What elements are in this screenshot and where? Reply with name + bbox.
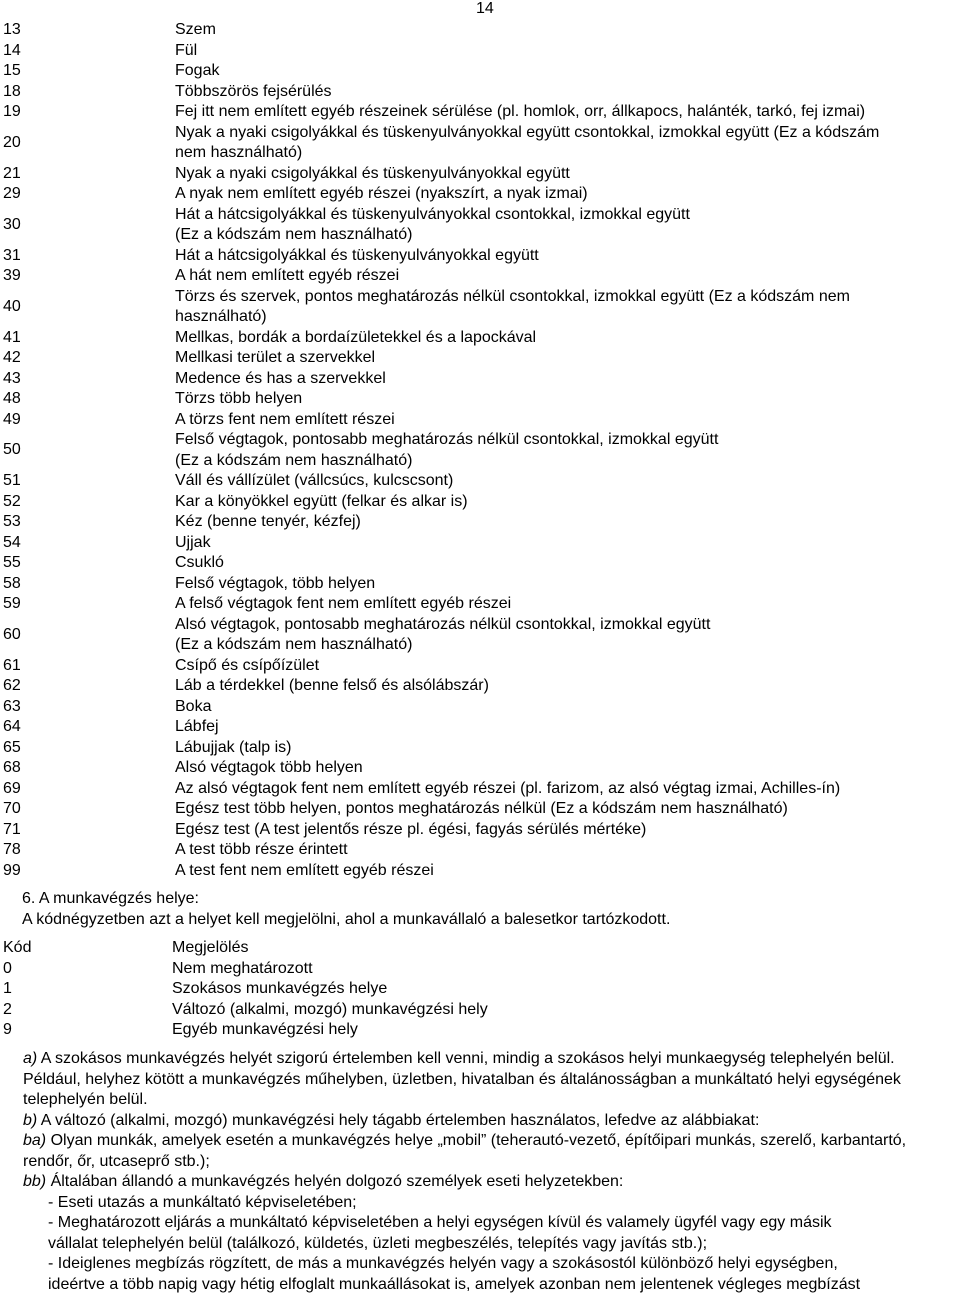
row-code: 0 [3,959,12,977]
table-row [0,184,960,205]
row-code: 39 [3,267,21,284]
section-intro: A kódnégyzetben azt a helyet kell megjelölni, ahol a munkavállaló a balesetkor tartózkodott. [22,910,671,928]
row-description: Lábujjak (talp is) [175,738,292,756]
table-row [0,861,960,882]
table-row [0,676,960,697]
row-code: 99 [3,861,21,879]
row-description: Lábfej [175,718,219,735]
row-description: Ujjak [175,533,211,551]
table-row [0,82,960,103]
note-b: b) A változó (alkalmi, mozgó) munkavégzési hely tágabb értelemben használatos, lefedve az alábbiakat: [23,1111,760,1129]
row-description: Alsó végtagok, pontosabb meghatározás nélkül csontokkal, izmokkal együtt (Ez a kódszám nem használható) [175,615,711,653]
row-description: Boka [175,697,212,715]
row-description: A felső végtagok fent nem említett egyéb részei [175,595,512,612]
table-row [0,1000,960,1021]
row-code: 58 [3,574,21,592]
row-code: 52 [3,492,21,510]
note-dash-2: - Meghatározott eljárás a munkáltató képviseletében a helyi egységen kívül és valamely ügyfél vagy egy másik [48,1214,832,1231]
workplace-rows [0,959,960,1041]
row-code: 14 [3,41,21,59]
table-row [0,205,960,246]
row-code: 41 [3,328,21,346]
table-row [0,779,960,800]
table-row [0,389,960,410]
table-row [0,959,960,980]
row-code: 29 [3,185,21,202]
table-row [0,533,960,554]
row-description: A test több része érintett [175,841,348,858]
row-code: 78 [3,841,21,858]
note-dash-2-cont: vállalat telephelyén belül (találkozó, küldetés, üzleti megbeszélés, telepítés vagy javítás stb.); [48,1234,708,1252]
table-row [0,615,960,656]
row-description: Medence és has a szervekkel [175,369,386,387]
row-code: 42 [3,349,21,366]
table-row [0,697,960,718]
row-description: Az alsó végtagok fent nem említett egyéb részei (pl. farizom, az alsó végtag izmai, Achilles-ín) [175,779,841,797]
table-row [0,820,960,841]
row-code: 30 [3,215,21,233]
row-code: 43 [3,369,21,387]
table-row [0,20,960,41]
row-code: 70 [3,800,21,817]
table-row [0,369,960,390]
row-code: 53 [3,513,21,530]
row-code: 54 [3,533,21,551]
table-row [0,61,960,82]
row-description: Fogak [175,62,220,79]
row-description: Láb a térdekkel (benne felső és alsólábszár) [175,677,489,694]
note-dash-1: - Eseti utazás a munkáltató képviseletében; [48,1193,357,1211]
row-description: A nyak nem említett egyéb részei (nyakszírt, a nyak izmai) [175,185,588,202]
page-number: 14 [476,0,494,17]
header-description: Megjelölés [172,939,249,956]
row-description: Mellkasi terület a szervekkel [175,349,376,366]
row-description: Egyéb munkavégzési hely [172,1021,358,1038]
row-code: 60 [3,625,21,643]
note-bb: bb) Általában állandó a munkavégzés helyén dolgozó személyek eseti helyzetekben: [23,1173,624,1190]
row-code: 48 [3,390,21,407]
table-row [0,41,960,62]
header-code: Kód [3,939,32,956]
table-row [0,656,960,677]
row-description: Törzs és szervek, pontos meghatározás nélkül csontokkal, izmokkal együtt (Ez a kódszám nem használható) [175,287,850,325]
row-description: Váll és vállízület (vállcsúcs, kulcscsont) [175,472,454,489]
row-description: Csípő és csípőízület [175,656,320,674]
row-description: Felső végtagok, több helyen [175,574,376,592]
row-description: Hát a hátcsigolyákkal és tüskenyulványokkal együtt [175,246,539,264]
table-row [0,123,960,164]
table-row [0,471,960,492]
row-description: A törzs fent nem említett részei [175,410,395,428]
table-row [0,328,960,349]
row-description: Nem meghatározott [172,959,313,977]
table-row [0,246,960,267]
row-code: 69 [3,779,21,797]
row-description: Fej itt nem említett egyéb részeinek sérülése (pl. homlok, orr, állkapocs, halánték, tarkó, fej izmai) [175,103,866,120]
row-description: Változó (alkalmi, mozgó) munkavégzési hely [172,1000,488,1018]
row-description: Csukló [175,554,224,571]
table-row [0,102,960,123]
table-row [0,553,960,574]
row-description: Kéz (benne tenyér, kézfej) [175,513,361,530]
row-description: Nyak a nyaki csigolyákkal és tüskenyulványokkal együtt csontokkal, izmokkal együtt (Ez a kódszám nem használható) [175,123,880,161]
table-row [0,348,960,369]
row-code: 68 [3,759,21,776]
row-code: 49 [3,410,21,428]
row-code: 51 [3,472,21,489]
workplace-table-header [0,938,960,959]
row-code: 9 [3,1021,12,1038]
workplace-code-table [0,938,960,1041]
row-description: Szokásos munkavégzés helye [172,980,388,997]
section-workplace [22,889,670,930]
table-row [0,594,960,615]
row-description: Kar a könyökkel együtt (felkar és alkar is) [175,492,468,510]
row-description: A hát nem említett egyéb részei [175,267,400,284]
row-code: 20 [3,133,21,151]
row-code: 59 [3,595,21,612]
table-row [0,738,960,759]
note-ba: ba) Olyan munkák, amelyek esetén a munkavégzés helye „mobil” (teherautó-vezető, építőipari munkás, szerelő, karbantartó, rendőr, őr, utcaseprő stb.); [23,1132,907,1170]
row-description: Többszörös fejsérülés [175,82,332,100]
row-description: Nyak a nyaki csigolyákkal és tüskenyulványokkal együtt [175,164,570,182]
row-description: Felső végtagok, pontosabb meghatározás nélkül csontokkal, izmokkal együtt (Ez a kódszám nem használható) [175,431,719,469]
table-row [0,758,960,779]
row-code: 63 [3,697,21,715]
row-code: 31 [3,246,21,264]
row-description: Törzs több helyen [175,390,303,407]
table-row [0,512,960,533]
table-row [0,574,960,595]
row-code: 15 [3,62,21,79]
table-row [0,164,960,185]
row-code: 61 [3,656,21,674]
row-description: A test fent nem említett egyéb részei [175,861,434,879]
row-code: 55 [3,554,21,571]
note-a: a) A szokásos munkavégzés helyét szigorú értelemben kell venni, mindig a szokásos helyi munkaegység telephelyén belül. Például, helyhez kötött a munkavégzés műhelyben, üzletben, hivatalban és általánosságban a munkáltató helyi egységének telephelyén belül. [23,1050,901,1108]
row-code: 19 [3,103,21,120]
row-code: 65 [3,738,21,756]
row-code: 50 [3,441,21,459]
row-description: Mellkas, bordák a bordaízületekkel és a lapockával [175,328,537,346]
note-dash-3: - Ideiglenes megbízás rögzített, de más a munkavégzés helyén vagy a szokásostól különböző helyi egységben, [48,1255,838,1272]
table-row [0,492,960,513]
table-row [0,430,960,471]
table-row [0,979,960,1000]
row-description: Egész test több helyen, pontos meghatározás nélkül (Ez a kódszám nem használható) [175,800,788,817]
table-row [0,717,960,738]
row-description: Alsó végtagok több helyen [175,759,363,776]
table-row [0,266,960,287]
row-description: Hát a hátcsigolyákkal és tüskenyulványokkal csontokkal, izmokkal együtt (Ez a kódszám nem használható) [175,205,690,243]
table-row [0,410,960,431]
table-row [0,287,960,328]
table-row [0,799,960,820]
notes [3,1049,955,1295]
row-code: 71 [3,820,21,838]
table-row [0,840,960,861]
row-code: 18 [3,82,21,100]
row-description: Szem [175,21,216,38]
body-part-code-table [0,20,960,881]
note-dash-3-cont: ideértve a több napig vagy hétig elfoglalt munkaállásokat is, amelyek azonban nem jelentenek végleges megbízást [48,1275,861,1293]
row-code: 2 [3,1000,12,1018]
row-code: 64 [3,718,21,735]
row-description: Fül [175,41,198,59]
row-description: Egész test (A test jelentős része pl. égési, fagyás sérülés mértéke) [175,820,647,838]
row-code: 21 [3,164,21,182]
table-row [0,1020,960,1041]
row-code: 62 [3,677,21,694]
row-code: 13 [3,21,21,38]
section-heading: 6. A munkavégzés helye: [22,890,199,907]
row-code: 40 [3,297,21,315]
row-code: 1 [3,980,12,997]
